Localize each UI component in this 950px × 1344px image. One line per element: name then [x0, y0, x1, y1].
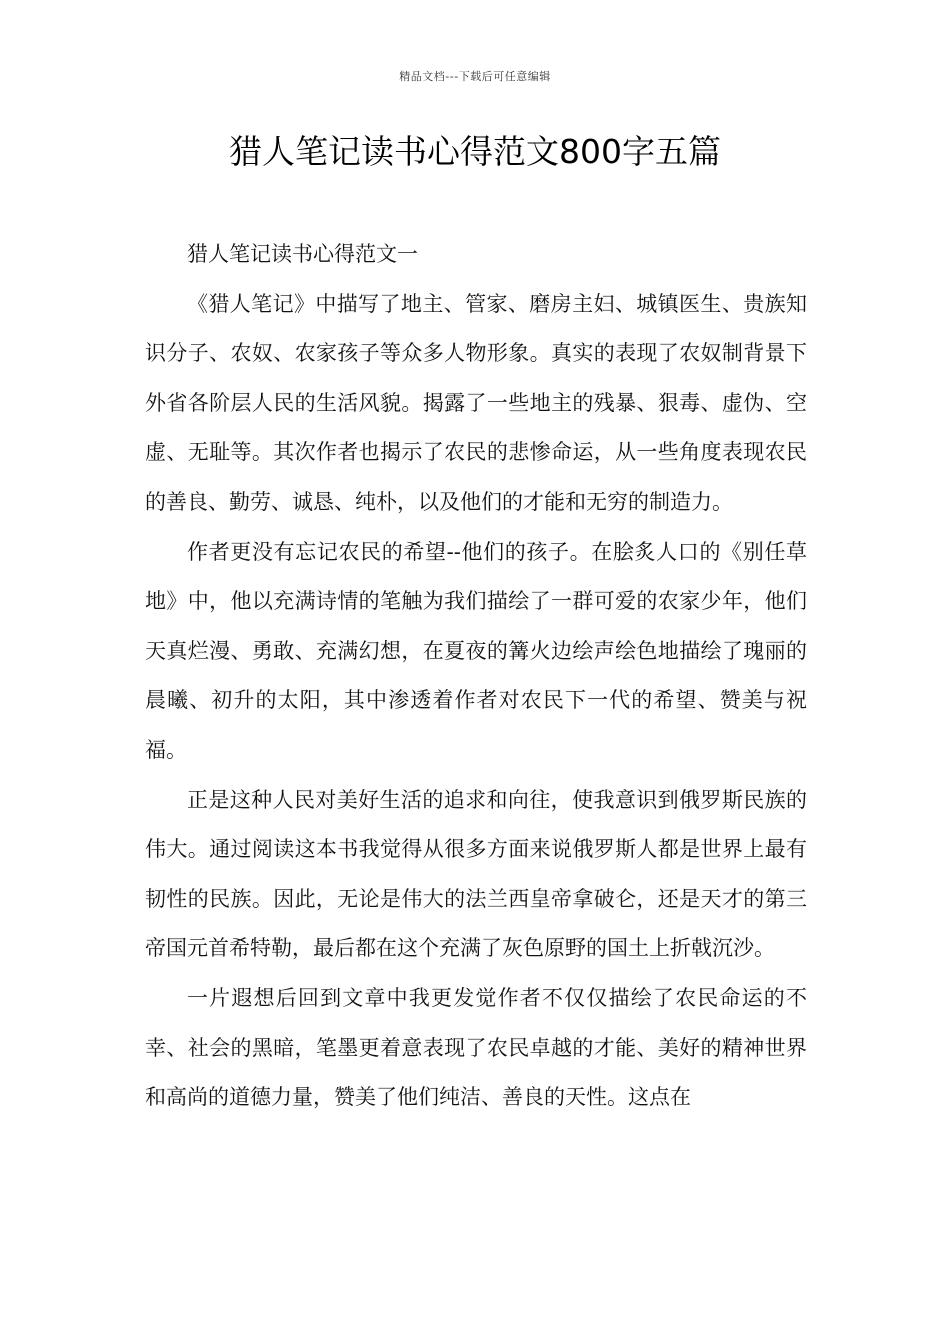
paragraph-1: 《猎人笔记》中描写了地主、管家、磨房主妇、城镇医生、贵族知识分子、农奴、农家孩子等众多人物形象。真实的表现了农奴制背景下外省各阶层人民的生活风貌。揭露了一些地主的残暴、狠毒、虚伪、空虚、无耻等。其次作者也揭示了农民的悲惨命运，从一些角度表现农民的善良、勤劳、诚恳、纯朴，以及他们的才能和无穷的制造力。 [145, 291, 807, 514]
paragraph-4: 一片遐想后回到文章中我更发觉作者不仅仅描绘了农民命运的不幸、社会的黑暗，笔墨更着意表现了农民卓越的才能、美好的精神世界和高尚的道德力量，赞美了他们纯洁、善良的天性。这点在 [145, 985, 807, 1110]
paragraph-3: 正是这种人民对美好生活的追求和向往，使我意识到俄罗斯民族的伟大。通过阅读这本书我觉得从很多方面来说俄罗斯人都是世界上最有韧性的民族。因此，无论是伟大的法兰西皇帝拿破仑，还是天才的第三帝国元首希特勒，最后都在这个充满了灰色原野的国土上折戟沉沙。 [145, 787, 807, 961]
document-title: 猎人笔记读书心得范文800字五篇 [229, 132, 721, 171]
document-body [145, 230, 807, 1123]
paragraph-2: 作者更没有忘记农民的希望--他们的孩子。在脍炙人口的《别任草地》中，他以充满诗情的笔触为我们描绘了一群可爱的农家少年，他们天真烂漫、勇敢、充满幻想，在夏夜的篝火边绘声绘色地描绘了瑰丽的晨曦、初升的太阳，其中渗透着作者对农民下一代的希望、赞美与祝福。 [145, 539, 807, 762]
header-note: 精品文档---下载后可任意编辑 [399, 70, 551, 83]
section-heading: 猎人笔记读书心得范文一 [187, 242, 418, 266]
